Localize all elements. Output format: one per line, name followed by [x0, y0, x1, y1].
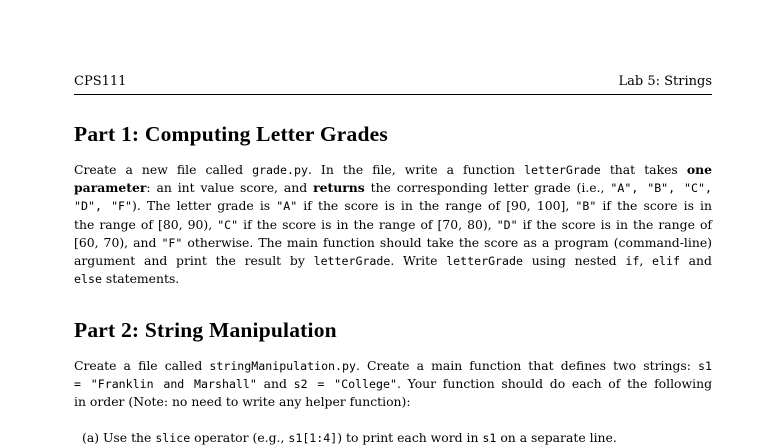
part2-paragraph: [74, 357, 712, 412]
part1-line-2: parameter: an int value score, and returns the corresponding letter grade (i.e., "A", "B", "C",: [74, 180, 712, 196]
part1-line-7: else statements.: [74, 271, 180, 287]
part1-line-1: Create a new file called grade.py. In the file, write a function letterGrade that takes one: [74, 162, 712, 177]
part1-line-6: argument and print the result by letterGrade. Write letterGrade using nested if, elif and: [74, 253, 712, 269]
function-lettergrade: letterGrade: [523, 163, 601, 177]
header-rule: [74, 94, 712, 95]
course-code: CPS111: [74, 74, 127, 89]
part1-line-3: "D", "F"). The letter grade is "A" if the score is in the range of [90, 100], "B" if the score is in: [74, 198, 712, 214]
part2-heading: Part 2: String Manipulation: [74, 318, 337, 342]
part1-line-4: the range of [80, 90), "C" if the score is in the range of [70, 80), "D" if the score is in the range of: [74, 216, 712, 232]
running-header: [74, 74, 712, 90]
document-page: [74, 0, 712, 445]
filename-stringmanipulation: stringManipulation.py: [209, 359, 356, 373]
part1-line-5: [60, 70), and "F" otherwise. The main function should take the score as a program (command-line): [74, 234, 712, 250]
lab-title: Lab 5: Strings: [618, 74, 712, 89]
part2-line-3: in order (Note: no need to write any helper function):: [74, 394, 411, 410]
list-item-a: (a) Use the slice operator (e.g., s1[1:4]) to print each word in s1 on a separate line.: [82, 430, 617, 445]
part2-line-2: = "Franklin and Marshall" and s2 = "College". Your function should do each of the following: [74, 376, 712, 392]
part1-paragraph: [74, 161, 712, 288]
part2-line-1: Create a file called stringManipulation.py. Create a main function that defines two strings: s1: [74, 358, 712, 373]
part1-heading: Part 1: Computing Letter Grades: [74, 122, 388, 146]
filename-grade: grade.py: [252, 163, 308, 177]
